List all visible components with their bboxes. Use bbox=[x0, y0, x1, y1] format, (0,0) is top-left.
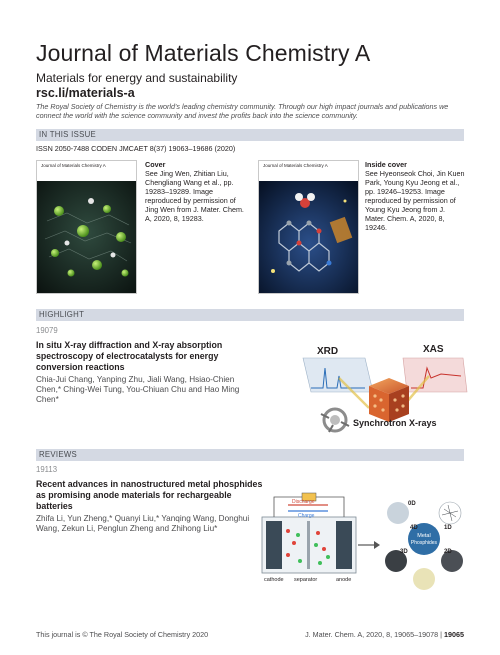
discharge-label: Discharge bbox=[292, 499, 315, 505]
dim-4d-label: 4D bbox=[410, 525, 418, 531]
footer-citation bbox=[300, 630, 464, 639]
section-bar-highlight: HIGHLIGHT bbox=[36, 309, 464, 321]
cover-credit: See Jing Wen, Zhitian Liu, Chengliang Wang et al., pp. 19283–19289. Image reproduced by permission of Jing Wen from J. Mater. Chem. A, 2020, 8, 19283. bbox=[145, 169, 244, 223]
dim-0d-label: 0D bbox=[408, 501, 416, 507]
review-graphical-abstract bbox=[258, 483, 468, 595]
highlight-graphical-abstract bbox=[295, 328, 470, 440]
inside-cover-heading: Inside cover bbox=[365, 160, 407, 169]
review-page-number: 19113 bbox=[36, 465, 58, 474]
inside-cover-description bbox=[365, 160, 465, 232]
footer-citation-text: J. Mater. Chem. A, 2020, 8, 19065–19078 | bbox=[305, 630, 442, 639]
inside-cover-mini-journal-title: Journal of Materials Chemistry A bbox=[263, 163, 328, 168]
cover-mini-journal-title: Journal of Materials Chemistry A bbox=[41, 163, 106, 168]
section-bar-in-this-issue: IN THIS ISSUE bbox=[36, 129, 464, 141]
charge-label: Charge bbox=[298, 513, 315, 519]
issn-line: ISSN 2050-7488 CODEN JMCAET 8(37) 19063–19686 (2020) bbox=[36, 144, 236, 153]
cover-description bbox=[145, 160, 245, 223]
cover-heading: Cover bbox=[145, 160, 166, 169]
dim-2d-label: 2D bbox=[444, 549, 452, 555]
journal-subtitle: Materials for energy and sustainability bbox=[36, 71, 238, 85]
inside-cover-image[interactable] bbox=[258, 160, 359, 294]
journal-url-link[interactable]: rsc.li/materials-a bbox=[36, 86, 135, 100]
footer-page-number: 19065 bbox=[444, 630, 464, 639]
dim-3d-label: 3D bbox=[400, 549, 408, 555]
cover-illustration bbox=[37, 161, 137, 294]
rsc-blurb: The Royal Society of Chemistry is the world's leading chemistry community. Through our high impact journals and publications we connect the world with the science community and invest the profits back into the science community. bbox=[36, 102, 449, 120]
inside-cover-illustration bbox=[259, 161, 359, 294]
cover-image[interactable] bbox=[36, 160, 137, 294]
dim-1d-label: 1D bbox=[444, 525, 452, 531]
highlight-article-title[interactable]: In situ X-ray diffraction and X-ray absorption spectroscopy of electrocatalysts for energy conversion reactions bbox=[36, 340, 223, 372]
xrd-label: XRD bbox=[317, 346, 339, 357]
cathode-label: cathode bbox=[264, 577, 284, 583]
review-article-title[interactable]: Recent advances in nanostructured metal phosphides as promising anode materials for rechargeable batteries bbox=[36, 479, 263, 511]
review-article-authors: Zhifa Li, Yun Zheng,* Quanyi Liu,* Yanqing Wang, Donghui Wang, Zekun Li, Penglun Zheng and Zhihong Liu* bbox=[36, 514, 250, 534]
highlight-page-number: 19079 bbox=[36, 326, 58, 335]
metal-phosphides-label: Metal bbox=[417, 533, 431, 539]
xas-label: XAS bbox=[423, 344, 444, 355]
xrd-xas-illustration bbox=[295, 328, 470, 440]
footer-copyright: This journal is © The Royal Society of Chemistry 2020 bbox=[36, 630, 209, 639]
highlight-article-authors: Chia-Jui Chang, Yanping Zhu, Jiali Wang, Hsiao-Chien Chen,* Ching-Wei Tung, You-Chiuan Chu and Hao Ming Chen* bbox=[36, 375, 240, 405]
separator-label: separator bbox=[294, 577, 318, 583]
inside-cover-credit: See Hyeonseok Choi, Jin Kuen Park, Young Kyu Jeong et al., pp. 19246–19253. Image reproduced by permission of Young Kyu Jeong from J. Mater. Chem. A, 2020, 8, 19246. bbox=[365, 169, 465, 232]
section-bar-reviews: REVIEWS bbox=[36, 449, 464, 461]
anode-label: anode bbox=[336, 577, 352, 583]
battery-phosphide-illustration bbox=[258, 483, 468, 595]
metal-phosphides-label-2: Phosphides bbox=[410, 540, 438, 546]
synchrotron-label: Synchrotron X-rays bbox=[353, 418, 437, 428]
journal-title: Journal of Materials Chemistry A bbox=[36, 40, 371, 66]
